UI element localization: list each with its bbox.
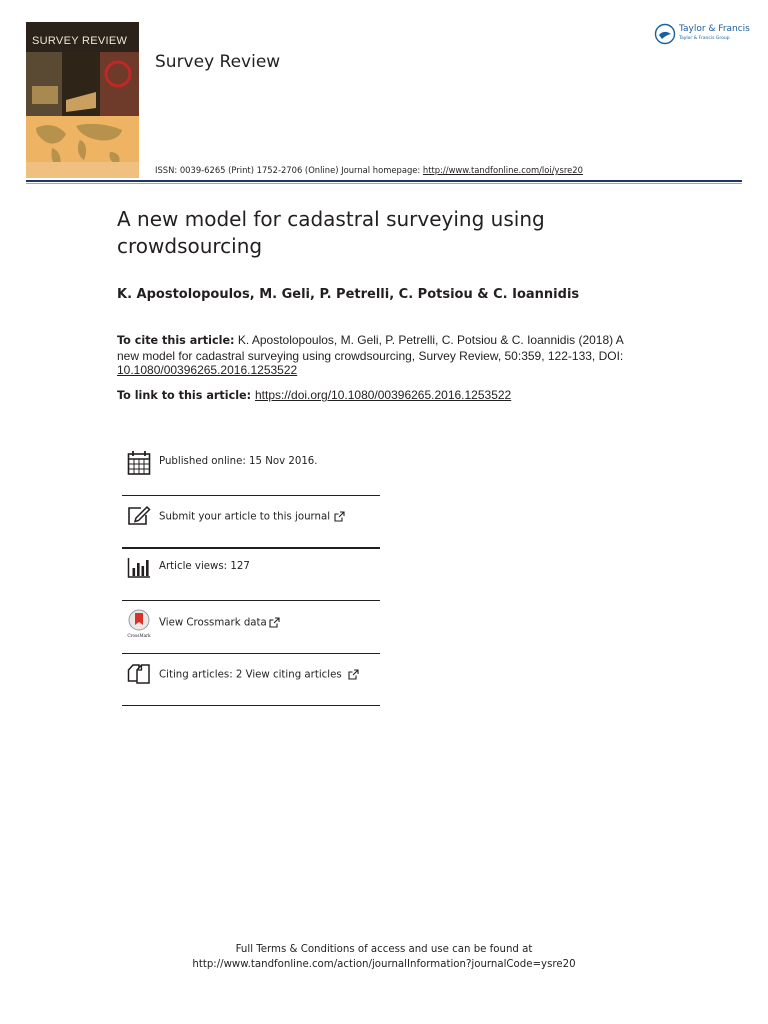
publisher-subname: Taylor & Francis Group: [679, 36, 730, 41]
divider: [122, 600, 380, 601]
article-title: A new model for cadastral surveying using crowdsourcing: [117, 207, 545, 258]
submit-article-label[interactable]: Submit your article to this journal: [159, 511, 345, 523]
article-doi-link[interactable]: https://doi.org/10.1080/00396265.2016.1253522: [255, 388, 512, 402]
documents-icon: [127, 662, 151, 688]
external-link-icon: [348, 669, 359, 680]
crossmark-label[interactable]: View Crossmark data: [159, 617, 280, 629]
external-link-icon: [269, 617, 280, 628]
published-date: Published online: 15 Nov 2016.: [159, 456, 318, 467]
bar-chart-icon: [127, 556, 151, 582]
cite-doi-link[interactable]: 10.1080/00396265.2016.1253522: [117, 363, 298, 377]
footer-terms-text: Full Terms & Conditions of access and use can be found at: [235, 944, 533, 955]
publisher-logo[interactable]: [654, 22, 750, 48]
cite-text: K. Apostolopoulos, M. Geli, P. Petrelli, C. Potsiou & C. Ioannidis (2018) A new model for cadastral surveying using crowdsourcing, Survey Review, 50:359, 122-133, DOI:: [117, 333, 624, 363]
journal-cover-image: [26, 22, 139, 178]
publisher-logo-icon: [654, 23, 676, 45]
calendar-icon: [127, 450, 151, 476]
cite-label: To cite this article:: [117, 334, 235, 347]
citation-block: [117, 333, 637, 378]
article-authors: K. Apostolopoulos, M. Geli, P. Petrelli, C. Potsiou & C. Ioannidis: [117, 287, 580, 302]
footer: [0, 942, 768, 972]
publisher-name: Taylor & Francis: [679, 24, 750, 34]
citing-articles-label[interactable]: Citing articles: 2 View citing articles: [159, 669, 359, 681]
divider: [122, 547, 380, 549]
article-views: Article views: 127: [159, 561, 250, 572]
header-rule: [26, 180, 742, 182]
journal-name: Survey Review: [155, 52, 281, 72]
crossmark-icon-label: CrossMark: [127, 633, 151, 638]
divider: [122, 653, 380, 654]
divider: [122, 705, 380, 706]
footer-terms-link[interactable]: http://www.tandfonline.com/action/journalInformation?journalCode=ysre20: [192, 959, 576, 970]
crossmark-icon: [126, 609, 152, 639]
issn-text: ISSN: 0039-6265 (Print) 1752-2706 (Online) Journal homepage:: [155, 165, 423, 175]
citing-articles-row[interactable]: [122, 662, 380, 714]
link-label: To link to this article:: [117, 389, 255, 402]
edit-icon: [127, 504, 151, 530]
issn-line: [155, 165, 583, 175]
divider: [122, 495, 380, 496]
external-link-icon: [334, 511, 345, 522]
journal-homepage-link[interactable]: http://www.tandfonline.com/loi/ysre20: [422, 165, 583, 175]
link-block: [117, 388, 511, 402]
header-rule-thin: [26, 183, 742, 184]
cover-title: SURVEY REVIEW: [32, 35, 128, 47]
